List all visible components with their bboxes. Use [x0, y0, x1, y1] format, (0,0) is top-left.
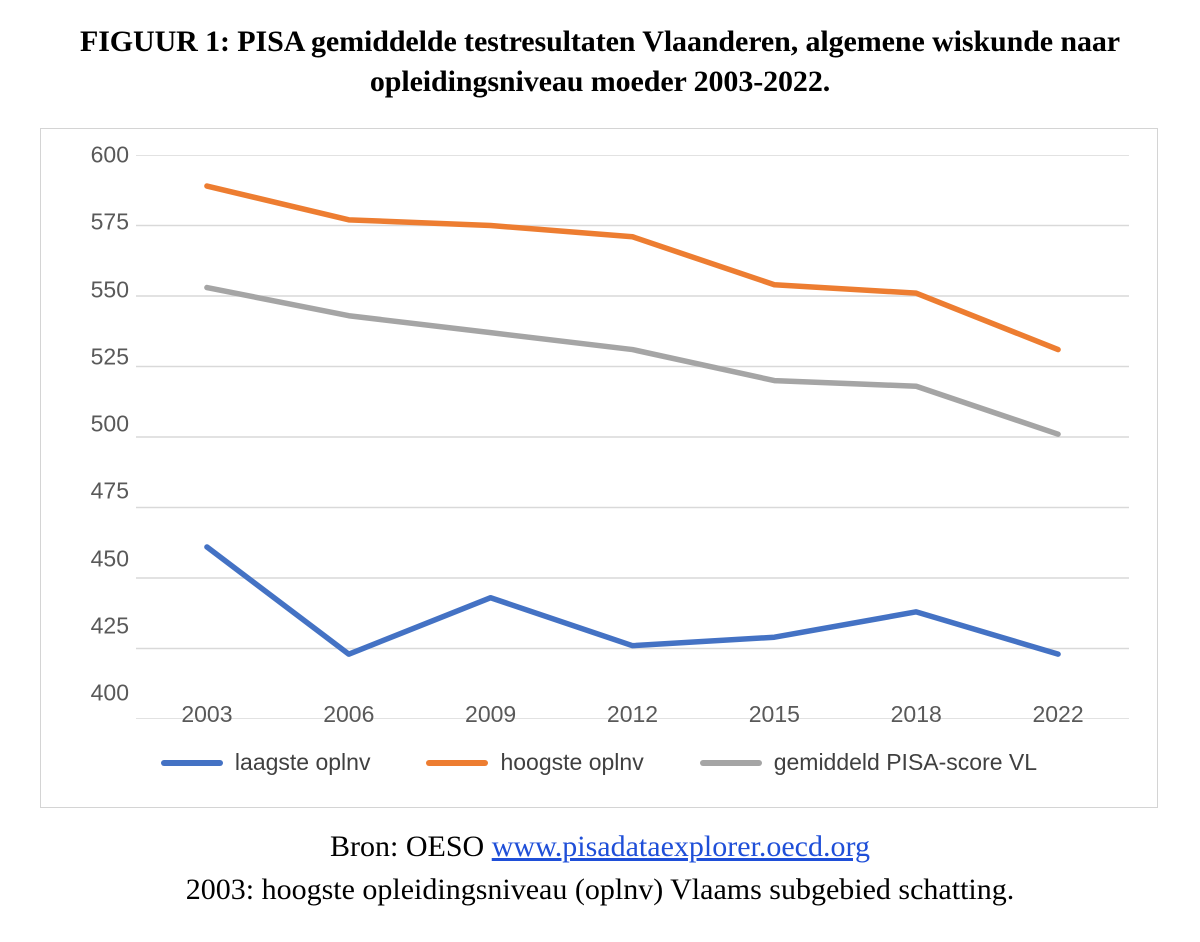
x-axis-tick-label: 2012 [606, 701, 659, 727]
page-title: FIGUUR 1: PISA gemiddelde testresultaten Vlaanderen, algemene wiskunde naar opleidingsniveau moeder 2003-2022. [79, 25, 1120, 98]
y-axis-tick-label: 400 [90, 679, 129, 706]
x-axis-tick-label: 2003 [181, 701, 233, 727]
legend-item[interactable] [161, 749, 371, 776]
source-link[interactable]: www.pisadataexplorer.oecd.org [491, 830, 870, 863]
source-caption [0, 826, 1200, 911]
y-axis-tick-label: 525 [90, 343, 129, 370]
y-axis-tick-label: 575 [90, 208, 129, 235]
legend-item[interactable] [700, 749, 1037, 776]
chart-container [40, 128, 1158, 808]
y-axis-labels [41, 141, 129, 706]
legend-swatch-icon [161, 760, 223, 766]
x-axis-tick-label: 2015 [748, 701, 800, 727]
y-axis-tick-label: 500 [90, 410, 129, 437]
source-note: 2003: hoogste opleidingsniveau (oplnv) Vlaams subgebied schatting. [185, 872, 1015, 906]
plot-area [136, 155, 1129, 719]
x-axis-tick-label: 2018 [890, 701, 942, 727]
legend-label: hoogste oplnv [500, 749, 644, 775]
chart-legend [41, 749, 1157, 776]
y-axis-tick-label: 600 [90, 141, 129, 168]
plot-wrapper [41, 129, 1157, 727]
legend-item[interactable] [426, 749, 643, 776]
x-axis-labels [136, 701, 1129, 741]
y-axis-tick-label: 475 [90, 477, 129, 504]
y-axis-tick-label: 550 [90, 276, 129, 302]
legend-label: laagste oplnv [234, 749, 371, 775]
legend-swatch-icon [700, 760, 762, 766]
legend-swatch-icon [426, 760, 488, 766]
line-chart-svg [136, 155, 1129, 719]
y-axis-tick-label: 450 [90, 545, 129, 571]
source-prefix: Bron: OESO [330, 830, 492, 863]
x-axis-tick-label: 2009 [465, 701, 517, 727]
x-axis-tick-label: 2006 [323, 701, 375, 727]
y-axis-tick-label: 425 [90, 612, 129, 639]
x-axis-tick-label: 2022 [1032, 701, 1084, 727]
legend-label: gemiddeld PISA-score VL [773, 749, 1038, 775]
